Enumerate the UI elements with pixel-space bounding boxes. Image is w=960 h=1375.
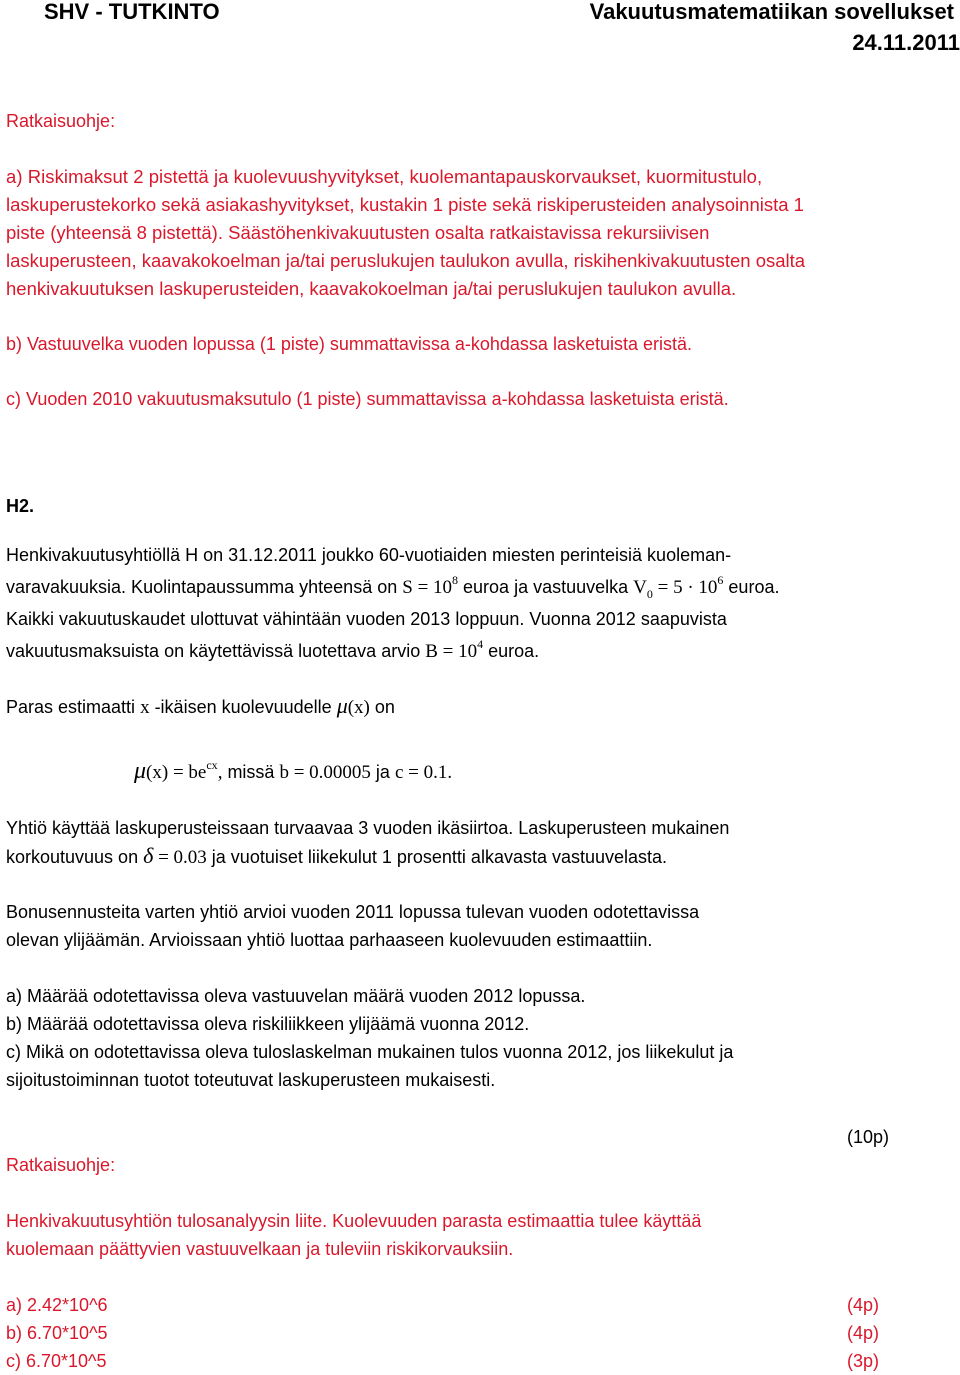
formula-b: b = 0.00005 — [279, 762, 371, 783]
p2-mu: μ — [336, 693, 348, 718]
solution1-b: b) Vastuuvelka vuoden lopussa (1 piste) summattavissa a-kohdassa lasketuista eristä. — [6, 334, 693, 354]
solution1-a-line3 — [6, 219, 709, 247]
p1-exp3: 4 — [477, 637, 484, 651]
p1-exp2: 6 — [717, 573, 724, 587]
answer-c-points: (3p) — [847, 1351, 880, 1371]
answer-b: b) 6.70*10^5 — [6, 1323, 108, 1343]
problem-p1-line3: Kaikki vakuutuskaudet ulottuvat vähintään vuoden 2013 loppuun. Vuonna 2012 saapuvista — [6, 609, 727, 629]
problem-p2 — [6, 692, 395, 722]
p3-text-a: korkoutuvuus on — [6, 847, 144, 867]
formula-comma: , — [217, 762, 223, 783]
solution1-a-line5: henkivakuutuksen laskuperusteiden, kaavakokoelman ja/tai peruslukujen taulukon avulla. — [6, 278, 737, 299]
problem-formula — [134, 757, 452, 788]
p1-text-a: varavakuuksia. Kuolintapaussumma yhteensä on — [6, 577, 403, 597]
p2-text-c: on — [369, 697, 395, 717]
p3-text-b: ja vuotuiset liikekulut 1 prosentti alkavasta vastuuvelasta. — [206, 847, 668, 867]
problem-p4-line1: Bonusennusteita varten yhtiö arvioi vuoden 2011 lopussa tulevan vuoden odotettavissa — [6, 902, 700, 922]
solution1-title: Ratkaisuohje: — [6, 111, 116, 131]
p1-B: B — [425, 641, 438, 662]
solution2-title: Ratkaisuohje: — [6, 1155, 116, 1175]
p2-text-b: -ikäisen kuolevuudelle — [149, 697, 337, 717]
p3-delta: δ — [143, 843, 154, 868]
solution1-a-line4: laskuperusteen, kaavakokoelman ja/tai peruslukujen taulukon avulla, riskihenkivakuutusten osalta — [6, 250, 806, 271]
header-course-name: Vakuutusmatematiikan sovellukset — [589, 0, 954, 24]
points-total: (10p) — [847, 1127, 890, 1147]
solution1-a-line1: a) Riskimaksut 2 pistettä ja kuolevuushyvitykset, kuolemantapauskorvaukset, kuormitustulo, — [6, 166, 763, 187]
solution1-a-line3-red: piste (yhteensä 8 pistettä). — [6, 222, 223, 243]
formula-missa: missä — [222, 762, 280, 782]
p2-mux: (x) — [347, 697, 370, 718]
problem-p1-line4 — [6, 637, 539, 667]
solution2-line2: kuolemaan päättyvien vastuuvelkaan ja tuleviin riskikorvauksiin. — [6, 1239, 514, 1259]
p1-eq2: = 5 · 10 — [652, 577, 718, 598]
p1-text-b: euroa ja vastuuvelka — [458, 577, 634, 597]
formula-c: c = 0.1. — [394, 762, 453, 783]
p2-x: x — [140, 697, 150, 718]
formula-exp: cx — [206, 758, 218, 772]
problem-p3-line1: Yhtiö käyttää laskuperusteissaan turvaavaa 3 vuoden ikäsiirtoa. Laskuperusteen mukainen — [6, 818, 730, 838]
solution2-line1: Henkivakuutusyhtiön tulosanalyysin liite. Kuolevuuden parasta estimaattia tulee käyttää — [6, 1211, 702, 1231]
problem-p1-line1: Henkivakuutusyhtiöllä H on 31.12.2011 joukko 60-vuotiaiden miesten perinteisiä kuoleman- — [6, 545, 732, 565]
solution1-a-line3-rest: Säästöhenkivakuutusten osalta ratkaistavissa rekursiivisen — [222, 222, 710, 243]
problem-p3-line2 — [6, 842, 667, 872]
p1-eq1: = 10 — [412, 577, 453, 598]
p1-sub0: 0 — [646, 587, 653, 601]
formula-ja: ja — [370, 762, 395, 782]
answer-a: a) 2.42*10^6 — [6, 1295, 108, 1315]
question-a: a) Määrää odotettavissa oleva vastuuvelan määrä vuoden 2012 lopussa. — [6, 986, 586, 1006]
problem-p1-line2 — [6, 573, 779, 603]
p1-text-c: euroa. — [723, 577, 780, 597]
p1-exp1: 8 — [452, 573, 459, 587]
formula-lhs: (x) = be — [146, 762, 207, 783]
header-date: 24.11.2011 — [852, 30, 960, 55]
answer-a-points: (4p) — [847, 1295, 880, 1315]
solution1-a-line2: laskuperustekorko sekä asiakashyvitykset, kustakin 1 piste sekä riskiperusteiden analysoinnista 1 — [6, 194, 804, 215]
question-c-line1: c) Mikä on odotettavissa oleva tuloslaskelman mukainen tulos vuonna 2012, jos liikekulut ja — [6, 1042, 734, 1062]
answer-b-points: (4p) — [847, 1323, 880, 1343]
p1-line4-text-b: euroa. — [483, 641, 540, 661]
formula-mu: μ — [134, 758, 147, 784]
answer-c: c) 6.70*10^5 — [6, 1351, 107, 1371]
p1-V: V — [633, 577, 647, 598]
p1-line4-text-a: vakuutusmaksuista on käytettävissä luotettava arvio — [6, 641, 426, 661]
p1-eq3: = 10 — [437, 641, 478, 662]
question-c-line2: sijoitustoiminnan tuotot toteutuvat laskuperusteen mukaisesti. — [6, 1070, 496, 1090]
p2-text-a: Paras estimaatti — [6, 697, 141, 717]
solution1-c: c) Vuoden 2010 vakuutusmaksutulo (1 piste) summattavissa a-kohdassa lasketuista eristä. — [6, 389, 729, 409]
p1-S: S — [402, 577, 413, 598]
problem-p4-line2: olevan ylijäämän. Arvioissaan yhtiö luottaa parhaaseen kuolevuuden estimaattiin. — [6, 930, 653, 950]
problem-heading: H2. — [6, 496, 35, 516]
question-b: b) Määrää odotettavissa oleva riskiliikkeen ylijäämä vuonna 2012. — [6, 1014, 530, 1034]
header-exam-name: SHV - TUTKINTO — [44, 0, 220, 24]
p3-eq: = 0.03 — [153, 847, 207, 868]
